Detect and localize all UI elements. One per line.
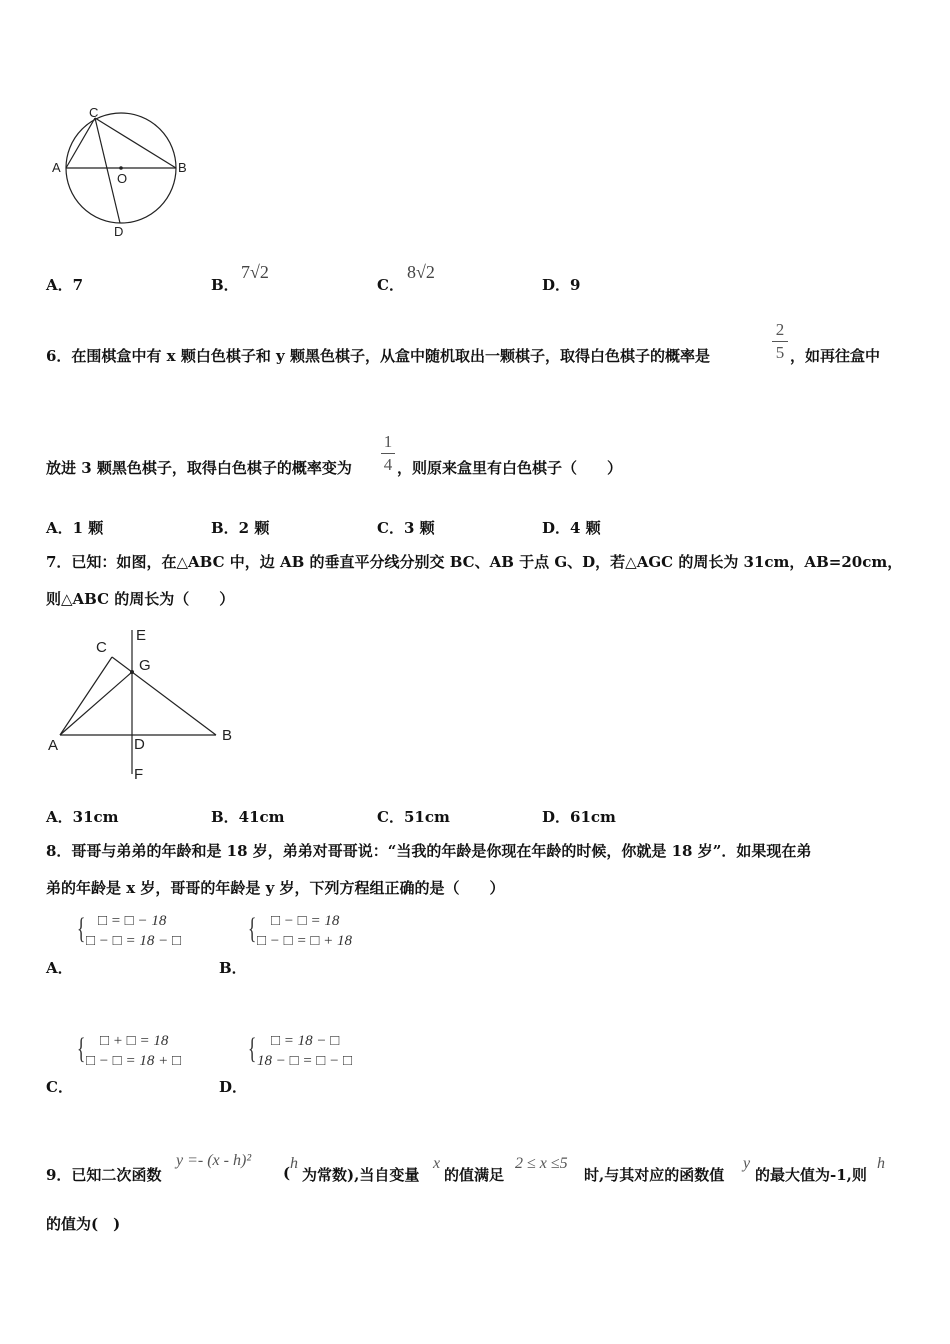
q9-paren-open: ( bbox=[283, 1164, 291, 1182]
q6-frac2-numerator: 1 bbox=[383, 432, 393, 451]
q9-function: y =- (x - h)² bbox=[176, 1152, 252, 1169]
q7-label-c: C bbox=[96, 639, 107, 656]
q8-option-a-letter: A． bbox=[46, 959, 73, 977]
q9-text-4: 的最大值为-1,则 bbox=[755, 1166, 867, 1184]
q8-stem-line1: 8．哥哥与弟弟的年龄和是 18 岁，弟弟对哥哥说：“当我的年龄是你现在年龄的时候，你就是 18 岁”．如果现在弟 bbox=[46, 842, 812, 860]
q7-option-a: A．31cm bbox=[46, 808, 119, 826]
q9-prefix: 9．已知二次函数 bbox=[46, 1166, 162, 1184]
q6-frac1-numerator: 2 bbox=[775, 320, 785, 339]
q5-option-b-value: 7√2 bbox=[241, 262, 269, 282]
q5-option-a: A．7 bbox=[46, 276, 84, 294]
q5-chord-cb bbox=[95, 118, 176, 168]
q5-label-c: C bbox=[89, 105, 99, 120]
q7-point-g bbox=[130, 670, 134, 674]
q7-option-c: C．51cm bbox=[377, 808, 450, 826]
q9-h-var-2: h bbox=[877, 1155, 885, 1172]
q5-option-d: D．9 bbox=[542, 276, 581, 294]
q5-label-b: B bbox=[178, 160, 187, 175]
q7-stem-line2: 则△ABC 的周长为（ ） bbox=[46, 590, 235, 608]
q7-label-f: F bbox=[134, 766, 144, 783]
q8-option-c-eq1: □ + □ = 18 bbox=[100, 1033, 169, 1049]
q6-stem-line2: 放进 3 颗黑色棋子，取得白色棋子的概率变为 bbox=[46, 459, 352, 477]
q7-triangle-figure bbox=[44, 622, 244, 787]
q9-x-var: x bbox=[433, 1155, 441, 1172]
q8-option-b-eq2: □ − □ = □ + 18 bbox=[257, 933, 353, 949]
q5-label-o: O bbox=[117, 171, 128, 186]
q9-y-var: y bbox=[743, 1155, 751, 1172]
q6-text-part1: 6．在围棋盒中有 x 颗白色棋子和 y 颗黑色棋子，从盒中随机取出一颗棋子，取得白色棋子的概率是 bbox=[46, 347, 710, 365]
q7-label-e: E bbox=[136, 627, 147, 644]
q8-option-c-eq2: □ − □ = 18 + □ bbox=[86, 1053, 182, 1069]
q8-option-a-system: { □ = □ − 18 □ − □ = 18 − □ bbox=[76, 912, 182, 949]
q8-option-d-letter: D． bbox=[219, 1078, 248, 1096]
q9-text-3: 时,与其对应的函数值 bbox=[584, 1166, 725, 1184]
q7-option-d: D．61cm bbox=[542, 808, 616, 826]
q9-text-1: 为常数),当自变量 bbox=[302, 1166, 420, 1184]
q6-frac2-denominator: 4 bbox=[383, 455, 393, 474]
q5-label-a: A bbox=[52, 160, 61, 175]
q6-text-part2: ，如再往盒中 bbox=[790, 347, 881, 365]
q5-option-c-letter: C． bbox=[377, 276, 404, 294]
q6-fraction-1-4 bbox=[381, 432, 395, 475]
q6-option-c: C．3 颗 bbox=[377, 519, 435, 537]
q8-option-a-eq2: □ − □ = 18 − □ bbox=[86, 933, 182, 949]
q6-option-d: D．4 颗 bbox=[542, 519, 601, 537]
q5-chord-ca bbox=[66, 118, 95, 168]
q7-option-b: B．41cm bbox=[211, 808, 285, 826]
q6-fraction-2-5 bbox=[772, 320, 788, 363]
q5-option-c-value: 8√2 bbox=[407, 262, 435, 282]
q5-option-b-letter: B． bbox=[211, 276, 239, 294]
q8-option-c-system: { □ + □ = 18 □ − □ = 18 + □ bbox=[76, 1032, 182, 1069]
q8-option-d-eq2: 18 − □ = □ − □ bbox=[257, 1053, 353, 1069]
q7-label-a: A bbox=[48, 737, 59, 754]
q8-option-c-letter: C． bbox=[46, 1078, 73, 1096]
q5-circle-figure bbox=[48, 100, 198, 245]
q8-option-b-eq1: □ − □ = 18 bbox=[271, 913, 340, 929]
q7-side-cb bbox=[112, 657, 216, 735]
q5-label-d: D bbox=[114, 224, 124, 239]
q8-option-b-letter: B． bbox=[219, 959, 247, 977]
q8-option-a-eq1: □ = □ − 18 bbox=[98, 913, 167, 929]
q9-range: 2 ≤ x ≤5 bbox=[515, 1155, 568, 1172]
q9-h-var-1: h bbox=[290, 1155, 298, 1172]
q7-label-g: G bbox=[139, 657, 151, 674]
q8-option-b-system: { □ − □ = 18 □ − □ = □ + 18 bbox=[247, 912, 353, 949]
q6-frac1-denominator: 5 bbox=[775, 343, 785, 362]
q9-stem-line2: 的值为( ) bbox=[46, 1215, 121, 1233]
q9-text-2: 的值满足 bbox=[444, 1166, 505, 1184]
q6-option-b: B．2 颗 bbox=[211, 519, 270, 537]
q8-option-d-system: { □ = 18 − □ 18 − □ = □ − □ bbox=[247, 1032, 353, 1069]
q7-label-b: B bbox=[222, 727, 233, 744]
q6-stem-line2-end: ，则原来盒里有白色棋子（ ） bbox=[397, 459, 623, 477]
q6-option-a: A．1 颗 bbox=[46, 519, 104, 537]
q7-label-d: D bbox=[134, 736, 145, 753]
q8-option-d-eq1: □ = 18 − □ bbox=[271, 1033, 340, 1049]
q6-stem-line1 bbox=[46, 345, 710, 366]
q8-stem-line2: 弟的年龄是 x 岁，哥哥的年龄是 y 岁，下列方程组正确的是（ ） bbox=[46, 879, 505, 897]
q7-stem-line1: 7．已知：如图，在△ABC 中，边 AB 的垂直平分线分别交 BC、AB 于点 G、D，若△AGC 的周长为 31cm，AB=20cm， bbox=[46, 553, 903, 571]
q5-center-dot bbox=[119, 166, 123, 170]
